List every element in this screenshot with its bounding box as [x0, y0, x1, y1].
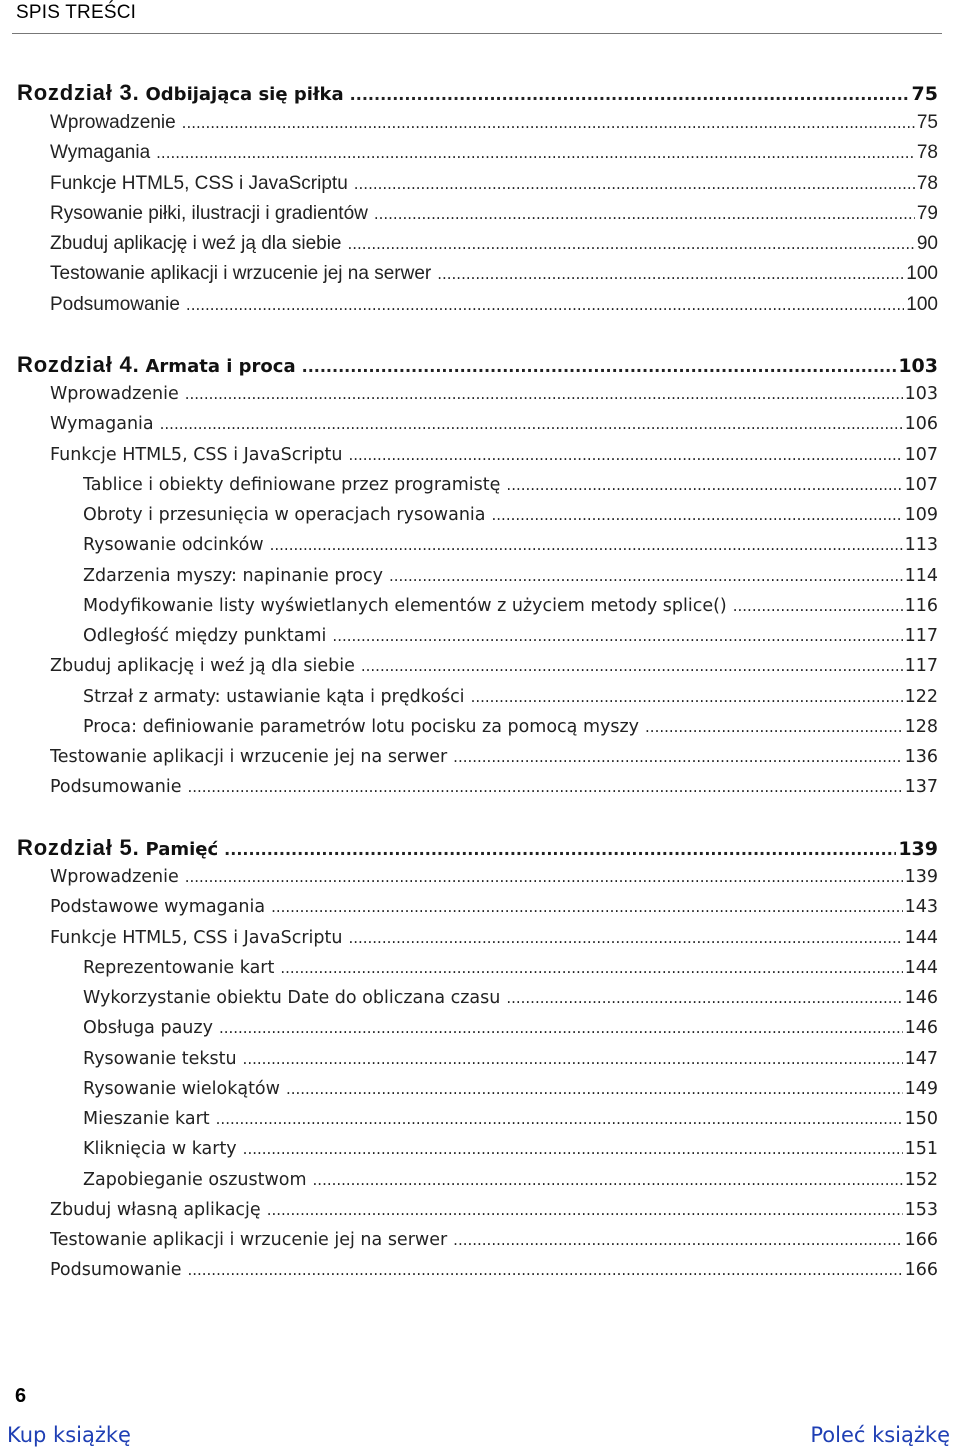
entry-title: Podstawowe wymagania: [50, 897, 266, 918]
dot-leader: [492, 506, 903, 524]
toc-subsection-entry[interactable]: [83, 988, 938, 1018]
dot-leader: [348, 446, 902, 464]
dot-leader: [453, 748, 902, 766]
chapter-title: [17, 80, 344, 106]
entry-title: Zbuduj aplikację i weź ją dla siebie: [50, 656, 355, 677]
dot-leader: [645, 718, 903, 736]
entry-page-number: 122: [904, 686, 938, 707]
dot-leader: [506, 476, 902, 494]
entry-title: Funkcje HTML5, CSS i JavaScriptu: [50, 172, 348, 194]
entry-title: Tablice i obiekty definiowane przez programistę: [83, 474, 501, 495]
dot-leader: [374, 205, 915, 223]
dot-leader: [160, 415, 903, 433]
toc-section-entry[interactable]: [50, 294, 938, 324]
dot-leader: [286, 1080, 903, 1098]
dot-leader: [185, 385, 903, 403]
dot-leader: [313, 1171, 903, 1189]
toc-section-entry[interactable]: [50, 867, 938, 897]
entry-page-number: 107: [904, 444, 938, 465]
entry-title: Mieszanie kart: [83, 1109, 210, 1129]
entry-title: Zbuduj aplikację i weź ją dla siebie: [50, 233, 342, 254]
toc-subsection-entry[interactable]: [83, 596, 938, 626]
entry-title: Wymagania: [50, 414, 154, 435]
entry-page-number: 75: [916, 112, 938, 133]
entry-title: Rysowanie piłki, ilustracji i gradientów: [50, 202, 368, 224]
dot-leader: [271, 898, 903, 916]
entry-title: Funkcje HTML5, CSS i JavaScriptu: [50, 444, 343, 465]
entry-title: Podsumowanie: [50, 293, 180, 315]
dot-leader: [243, 1050, 903, 1068]
chapter-page-number: 103: [898, 355, 938, 377]
chapter-page-number: 75: [911, 83, 938, 105]
entry-page-number: 113: [904, 535, 938, 556]
entry-page-number: 152: [904, 1169, 938, 1190]
dot-leader: [471, 688, 903, 706]
toc-subsection-entry[interactable]: [83, 626, 938, 656]
entry-title: Podsumowanie: [50, 777, 182, 798]
chapter-label: Rozdział 4.: [17, 352, 140, 377]
entry-page-number: 107: [904, 474, 938, 495]
toc-subsection-entry[interactable]: [83, 1018, 938, 1048]
entry-page-number: 90: [916, 233, 938, 254]
toc-section-entry[interactable]: [50, 1260, 938, 1290]
toc-section-entry[interactable]: [50, 112, 938, 142]
entry-title: Odległość między punktami: [83, 626, 327, 646]
entry-page-number: 117: [904, 626, 938, 646]
entry-title: Rysowanie odcinków: [83, 535, 264, 556]
dot-leader: [186, 296, 904, 314]
entry-page-number: 114: [904, 565, 938, 586]
dot-leader: [348, 235, 915, 253]
toc-subsection-entry[interactable]: [83, 1049, 938, 1079]
entry-page-number: 166: [904, 1230, 938, 1250]
toc-subsection-entry[interactable]: [83, 505, 938, 535]
dot-leader: [361, 657, 903, 675]
chapter-name: Odbijająca się piłka: [145, 84, 344, 105]
chapter-title: [17, 835, 218, 861]
page-number: 6: [15, 1385, 27, 1407]
entry-page-number: 146: [904, 1018, 938, 1039]
dot-leader: [224, 840, 896, 859]
entry-title: Kliknięcia w karty: [83, 1139, 237, 1160]
toc-subsection-entry[interactable]: [83, 475, 938, 505]
toc-chapter-heading[interactable]: [17, 835, 938, 865]
entry-page-number: 103: [904, 384, 938, 404]
toc-chapter-heading[interactable]: [17, 80, 938, 110]
toc-subsection-entry[interactable]: [83, 1170, 938, 1200]
entry-title: Obsługa pauzy: [83, 1018, 213, 1039]
entry-page-number: 78: [916, 142, 938, 164]
toc-subsection-entry[interactable]: [83, 1079, 938, 1109]
entry-title: Rysowanie tekstu: [83, 1048, 237, 1069]
dot-leader: [437, 265, 904, 283]
entry-title: Proca: definiowanie parametrów lotu pocisku za pomocą myszy: [83, 716, 640, 737]
entry-page-number: 149: [904, 1078, 938, 1099]
toc-section-entry[interactable]: [50, 656, 938, 686]
entry-page-number: 116: [904, 595, 938, 616]
entry-title: Wykorzystanie obiektu Date do obliczana czasu: [83, 988, 501, 1008]
entry-page-number: 79: [916, 202, 938, 224]
entry-page-number: 147: [904, 1048, 938, 1069]
dot-leader: [389, 567, 903, 585]
entry-page-number: 128: [904, 716, 938, 737]
dot-leader: [733, 597, 903, 615]
entry-title: Wprowadzenie: [50, 384, 179, 404]
toc-section-entry[interactable]: [50, 384, 938, 414]
toc-section-entry[interactable]: [50, 1230, 938, 1260]
entry-page-number: 143: [904, 897, 938, 918]
buy-book-link[interactable]: Kup książkę: [7, 1423, 131, 1447]
entry-title: Testowanie aplikacji i wrzucenie jej na serwer: [50, 1230, 448, 1250]
dot-leader: [187, 778, 902, 796]
entry-title: Wprowadzenie: [50, 867, 179, 887]
toc-section-entry[interactable]: [50, 747, 938, 777]
entry-title: Podsumowanie: [50, 1260, 182, 1281]
toc-section-entry[interactable]: [50, 173, 938, 203]
dot-leader: [453, 1231, 902, 1249]
entry-title: Zbuduj własną aplikację: [50, 1199, 261, 1220]
chapter-label: Rozdział 3.: [17, 80, 140, 105]
entry-title: Testowanie aplikacji i wrzucenie jej na serwer: [50, 747, 448, 767]
dot-leader: [350, 85, 910, 104]
toc-section-entry[interactable]: [50, 203, 938, 233]
toc-subsection-entry[interactable]: [83, 717, 938, 747]
chapter-label: Rozdział 5.: [17, 835, 140, 860]
entry-title: Strzał z armaty: ustawianie kąta i prędkości: [83, 686, 465, 707]
toc-subsection-entry[interactable]: [83, 1109, 938, 1139]
toc-subsection-entry[interactable]: [83, 687, 938, 717]
toc-section-entry[interactable]: [50, 928, 938, 958]
entry-title: Obroty i przesunięcia w operacjach rysowania: [83, 505, 486, 525]
toc-section-entry[interactable]: [50, 1200, 938, 1230]
entry-page-number: 144: [904, 927, 938, 948]
entry-title: Modyfikowanie listy wyświetlanych elementów z użyciem metody splice(): [83, 595, 727, 616]
toc-section-entry[interactable]: [50, 142, 938, 172]
toc-section-entry[interactable]: [50, 777, 938, 807]
dot-leader: [302, 357, 897, 376]
chapter-name: Pamięć: [145, 839, 219, 860]
entry-page-number: 144: [904, 957, 938, 978]
entry-title: Wymagania: [50, 142, 151, 164]
dot-leader: [243, 1140, 903, 1158]
dot-leader: [348, 929, 902, 947]
entry-title: Funkcje HTML5, CSS i JavaScriptu: [50, 927, 343, 948]
dot-leader: [267, 1201, 903, 1219]
entry-page-number: 78: [916, 172, 938, 194]
dot-leader: [185, 868, 903, 886]
toc-section-entry[interactable]: [50, 414, 938, 444]
dot-leader: [354, 175, 915, 193]
entry-title: Reprezentowanie kart: [83, 957, 275, 978]
recommend-book-link[interactable]: Poleć książkę: [810, 1423, 950, 1447]
entry-page-number: 150: [904, 1109, 938, 1129]
toc-subsection-entry[interactable]: [83, 535, 938, 565]
entry-title: Zdarzenia myszy: napinanie procy: [83, 565, 383, 586]
entry-page-number: 106: [904, 414, 938, 435]
entry-title: Rysowanie wielokątów: [83, 1078, 280, 1099]
entry-page-number: 100: [906, 263, 938, 285]
entry-page-number: 166: [904, 1260, 938, 1281]
dot-leader: [182, 114, 915, 132]
entry-page-number: 153: [904, 1199, 938, 1220]
dot-leader: [219, 1019, 903, 1037]
dot-leader: [156, 144, 915, 162]
toc-section-entry[interactable]: [50, 897, 938, 927]
toc-section-entry[interactable]: [50, 445, 938, 475]
toc-section-entry[interactable]: [50, 233, 938, 263]
toc-subsection-entry[interactable]: [83, 958, 938, 988]
entry-page-number: 139: [904, 867, 938, 887]
entry-page-number: 136: [904, 747, 938, 767]
entry-title: Wprowadzenie: [50, 112, 176, 133]
dot-leader: [270, 536, 903, 554]
dot-leader: [280, 959, 902, 977]
entry-title: Testowanie aplikacji i wrzucenie jej na serwer: [50, 263, 432, 285]
toc-chapter-heading[interactable]: [17, 352, 938, 382]
running-header: SPIS TREŚCI: [16, 2, 137, 23]
entry-title: Zapobieganie oszustwom: [83, 1169, 307, 1190]
dot-leader: [506, 989, 902, 1007]
chapter-title: [17, 352, 296, 378]
entry-page-number: 117: [904, 656, 938, 677]
entry-page-number: 151: [904, 1139, 938, 1160]
toc-subsection-entry[interactable]: [83, 1139, 938, 1169]
chapter-name: Armata i proca: [145, 356, 296, 377]
dot-leader: [216, 1110, 903, 1128]
dot-leader: [332, 627, 902, 645]
entry-page-number: 100: [906, 293, 938, 315]
entry-page-number: 146: [904, 988, 938, 1008]
entry-page-number: 109: [904, 505, 938, 525]
toc-subsection-entry[interactable]: [83, 566, 938, 596]
entry-page-number: 137: [904, 777, 938, 798]
chapter-page-number: 139: [898, 838, 938, 860]
dot-leader: [187, 1261, 902, 1279]
toc-section-entry[interactable]: [50, 263, 938, 293]
